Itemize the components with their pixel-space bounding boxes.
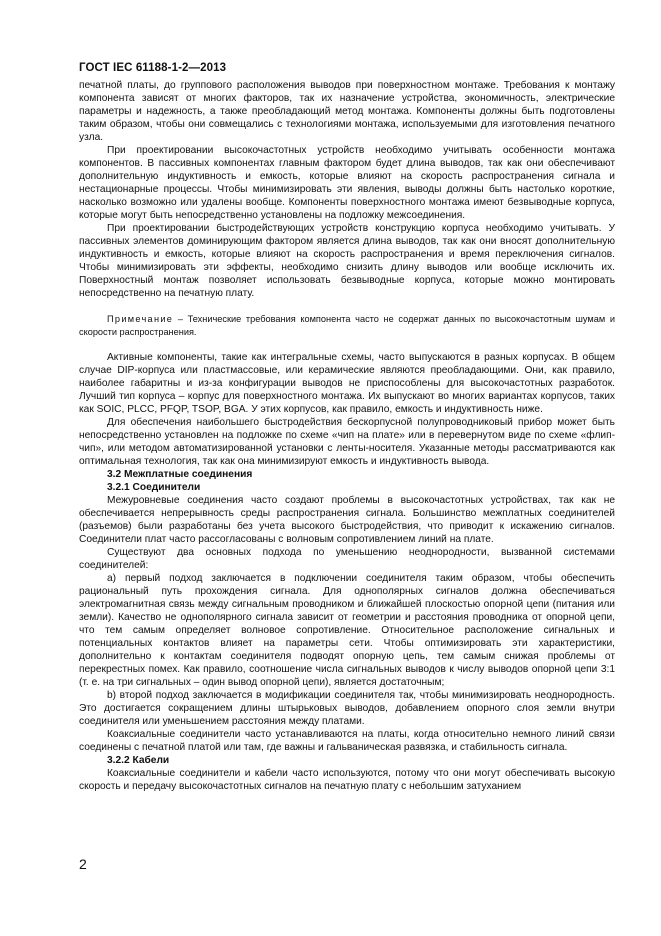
paragraph-hf-design: При проектировании высокочастотных устройств необходимо учитывать особенности монтажа компонентов. В пассивных компонентах главным фактором будет длина выводов, так как они обеспечивают дополнительную индуктивность и емкость, которые влияют на скорость распространения сигнала и нестационарные процессы. Чтобы минимизировать эти явления, выводы должны быть настолько короткие, насколько возможно или удалены вообще. Компоненты поверхностного монтажа имеют безвыводные корпуса, которые могут быть непосредственно установлены на подложку межсоединения. <box>79 145 615 221</box>
note-text: – Технические требования компонента часто не содержат данных по высокочастотным шумам и скорости распространения. <box>79 314 615 337</box>
page-number: 2 <box>79 856 87 872</box>
paragraph-continuation: печатной платы, до группового расположения выводов при поверхностном монтаже. Требования к монтажу компонента зависят от многих факторов, так их назначение устройства, экономичность, электрические параметры и надежность, а также преобладающий метод монтажа. Компоненты должны быть подготовлены таким образом, чтобы они совмещались с технологиями монтажа, используемыми для изготовления печатного узла. <box>79 80 615 143</box>
note <box>79 313 615 338</box>
paragraph-bare-die: Для обеспечения наибольшего быстродействия бескорпусной полупроводниковый прибор может быть непосредственно установлен на подложке по схеме «чип на плате» или в перевернутом виде по схеме «флип-чип», или методом автоматизированной установки с ленты-носителя. Указанные методы рассматриваются как оптимальная технология, так как она минимизируют емкость и индуктивность вывода. <box>79 417 615 467</box>
heading-3-2: 3.2 Межплатные соединения <box>107 469 253 480</box>
heading-3-2-2: 3.2.2 Кабели <box>107 755 170 766</box>
paragraph-active-components: Активные компоненты, такие как интегральные схемы, часто выпускаются в разных корпусах. В общем случае DIP-корпуса или пластмассовые, или керамические являются преобладающими. Они, как правило, наиболее габаритны и из-за конфигурации выводов не приспособлены для высокочастотных разработок. Лучший тип корпуса – корпус для поверхностного монтажа. Их выпускают во многих вариантах корпусов, таких как SOIC, PLCC, PFQP, TSOP, BGA. У этих корпусов, как правило, емкость и индуктивность ниже. <box>79 352 615 415</box>
list-item-a: a) первый подход заключается в подключении соединителя таким образом, чтобы обеспечить рациональный путь прохождения сигнала. Для однополярных сигналов должна обеспечиваться электромагнитная связь между сигнальным проводником и ближайшей плоскостью опорной цепи (питания или земли). Качество не однополярного сигнала зависит от геометрии и расстояния проводника от опорной цепи, что тем самым определяет волновое сопротивление. Относительное расположение сигнальных и потенциальных контактов влияет на параметры сети. Чтобы оптимизировать эти характеристики, дополнительно к контактам соединителя подводят опорную цепь, тем самым снижая проблемы от перекрестных помех. Как правило, соотношение числа сигнальных выводов к числу выводов опорной цепи 3:1 (т. е. на три сигнальных – один вывод опорной цепи), является достаточным; <box>79 573 615 688</box>
paragraph-two-approaches: Существуют два основных подхода по уменьшению неоднородности, вызванной системами соединителей: <box>79 547 615 571</box>
heading-3-2-1: 3.2.1 Соединители <box>107 482 201 493</box>
paragraph-interlevel: Межуровневые соединения часто создают проблемы в высокочастотных устройствах, так как не обеспечивается непрерывность среды распространения сигнала. Большинство межплатных соединителей (разъемов) были разработаны без учета высокого быстродействия, что приводит к искажению сигналов. Соединители плат часто рассогласованы с волновым сопротивлением линий на плате. <box>79 495 615 545</box>
paragraph-fast-design: При проектировании быстродействующих устройств конструкцию корпуса необходимо учитывать. У пассивных элементов доминирующим фактором является длина выводов, так как они вносят дополнительную индуктивность и емкость, которые влияют на скорость распространения и время переключения сигналов. Чтобы минимизировать эти эффекты, необходимо снизить длину выводов или вообще исключить их. Поверхностный монтаж позволяет использовать безвыводные корпуса, которые можно монтировать непосредственно на печатную плату. <box>79 223 615 299</box>
list-item-b: b) второй подход заключается в модификации соединителя так, чтобы минимизировать неоднородность. Это достигается сокращением длины штырьковых выводов, добавлением опорного слоя земли внутри соединителя или уменьшением расстояния между платами. <box>79 690 615 727</box>
note-label: Примечание <box>107 314 174 324</box>
document-code-header: ГОСТ IEC 61188-1-2—2013 <box>79 62 227 74</box>
page-body <box>79 79 615 793</box>
paragraph-cables: Коаксиальные соединители и кабели часто используются, потому что они могут обеспечивать высокую скорость и передачу высокочастотных сигналов на печатную плату с небольшим затуханием <box>79 768 615 792</box>
paragraph-coax-connectors: Коаксиальные соединители часто устанавливаются на платы, когда относительно немного линий связи соединены с печатной платой или там, где важны и гальваническая развязка, и стабильность сигнала. <box>79 729 615 753</box>
